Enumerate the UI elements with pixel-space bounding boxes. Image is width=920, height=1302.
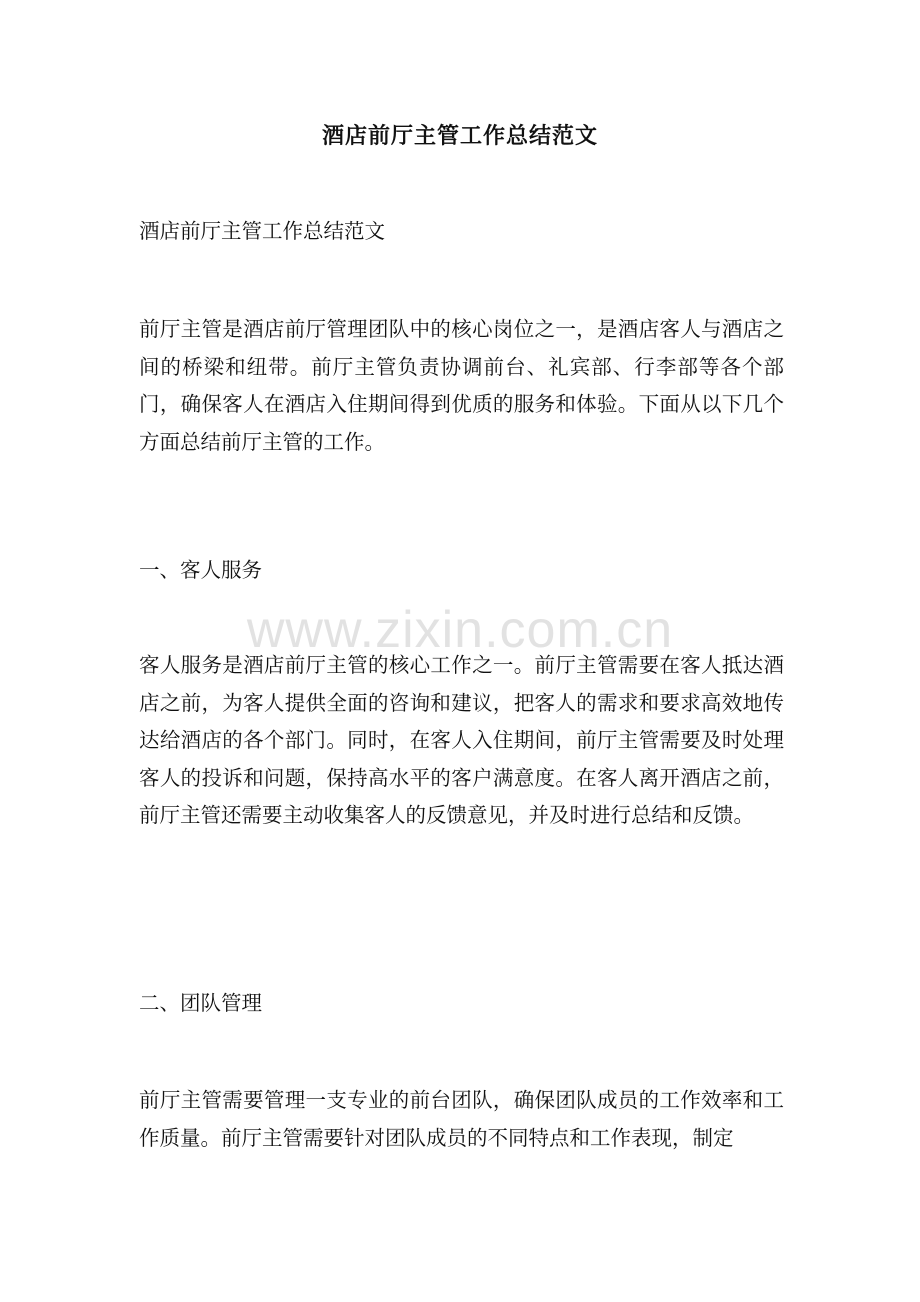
document-title: 酒店前厅主管工作总结范文 <box>321 123 598 149</box>
document-subtitle: 酒店前厅主管工作总结范文 <box>139 219 385 243</box>
intro-paragraph: 前厅主管是酒店前厅管理团队中的核心岗位之一，是酒店客人与酒店之间的桥梁和纽带。前厅主管负责协调前台、礼宾部、行李部等各个部门，确保客人在酒店入住期间得到优质的服务和体验。下面从以下几个方面总结前厅主管的工作。 <box>139 317 784 454</box>
team-management-paragraph: 前厅主管需要管理一支专业的前台团队，确保团队成员的工作效率和工作质量。前厅主管需要针对团队成员的不同特点和工作表现，制定 <box>139 1088 784 1150</box>
section-heading-team-management: 二、团队管理 <box>139 991 262 1015</box>
guest-service-paragraph: 客人服务是酒店前厅主管的核心工作之一。前厅主管需要在客人抵达酒店之前，为客人提供全面的咨询和建议，把客人的需求和要求高效地传达给酒店的各个部门。同时，在客人入住期间，前厅主管需要及时处理客人的投诉和问题，保持高水平的客户满意度。在客人离开酒店之前，前厅主管还需要主动收集客人的反馈意见，并及时进行总结和反馈。 <box>139 653 784 827</box>
section-heading-guest-service: 一、客人服务 <box>139 558 262 582</box>
watermark: www.zixin.com.cn <box>246 601 674 659</box>
